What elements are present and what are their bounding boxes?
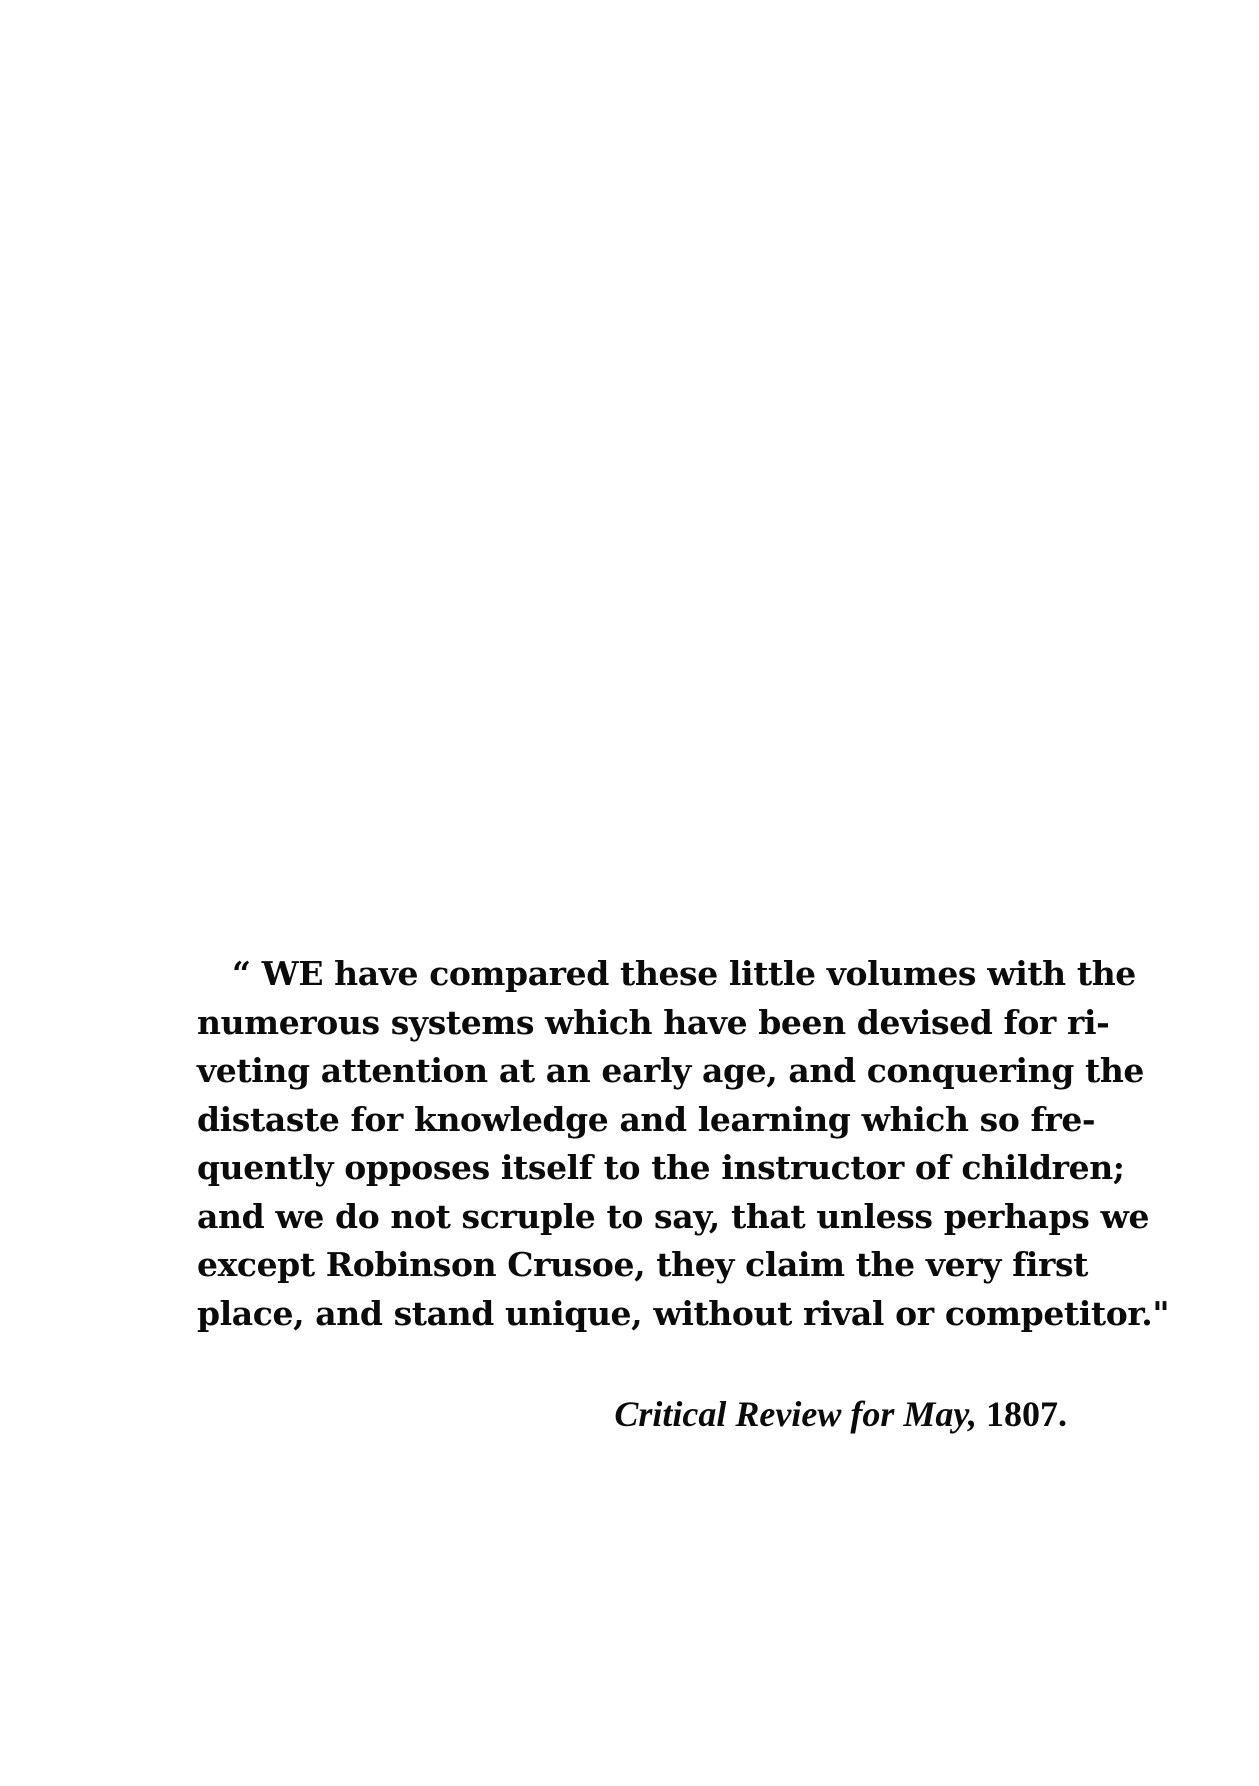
quote-line: numerous systems which have been devised for ri- <box>197 1002 1110 1042</box>
quote-line: “ WE have compared these little volumes with the <box>232 954 1136 993</box>
quote-line: place, and stand unique, without rival or competitor." <box>197 1293 1170 1333</box>
quote-line: except Robinson Crusoe, they claim the very first <box>197 1245 1089 1284</box>
quote-line: veting attention at an early age, and conquering the <box>197 1051 1145 1090</box>
review-quote <box>197 950 1170 1338</box>
quote-line: quently opposes itself to the instructor of children; <box>197 1148 1125 1187</box>
citation-year: 1807. <box>986 1394 1067 1434</box>
quote-citation <box>614 1390 1067 1438</box>
citation-source: Critical Review for May, <box>614 1394 977 1434</box>
quote-line: and we do not scruple to say, that unless perhaps we <box>197 1196 1150 1236</box>
quote-line: distaste for knowledge and learning which so fre- <box>197 1099 1096 1139</box>
